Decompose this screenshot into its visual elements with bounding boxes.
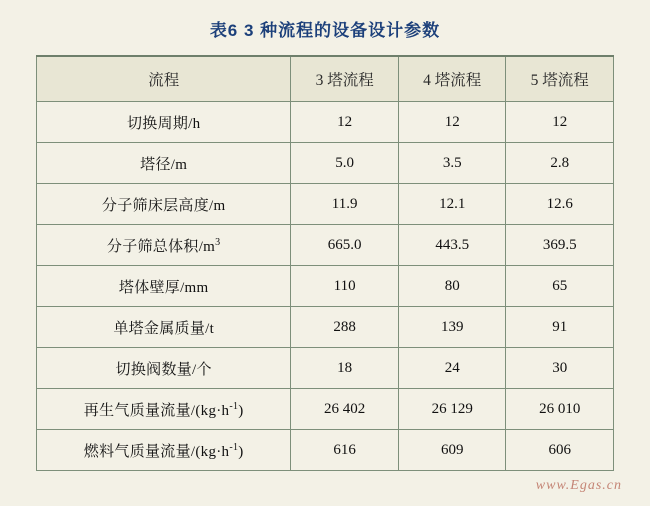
- row-value: 12: [506, 102, 614, 143]
- row-value: 12.6: [506, 184, 614, 225]
- row-label-text: 再生气质量流量/(kg·h: [83, 402, 230, 419]
- row-label-superscript: -1: [229, 441, 239, 453]
- row-label: 单塔金属质量/t: [37, 307, 291, 348]
- table-row: [37, 266, 614, 307]
- column-header-3-tower: 3 塔流程: [291, 56, 399, 102]
- row-value: 26 402: [291, 389, 399, 430]
- row-value: 3.5: [398, 143, 506, 184]
- row-value: 2.8: [506, 143, 614, 184]
- row-value: 606: [506, 430, 614, 471]
- row-value: 110: [291, 266, 399, 307]
- row-value: 30: [506, 348, 614, 389]
- row-label-tail: ): [238, 402, 244, 419]
- row-value: 11.9: [291, 184, 399, 225]
- table-row: [37, 184, 614, 225]
- table-container: [36, 55, 614, 471]
- table-row: [37, 430, 614, 471]
- row-label-superscript: 3: [215, 236, 221, 248]
- row-value: 369.5: [506, 225, 614, 266]
- row-label: 切换周期/h: [37, 102, 291, 143]
- column-header-4-tower: 4 塔流程: [398, 56, 506, 102]
- row-value: 91: [506, 307, 614, 348]
- row-value: 12: [291, 102, 399, 143]
- row-label: 塔径/m: [37, 143, 291, 184]
- row-value: 609: [398, 430, 506, 471]
- row-label-superscript: -1: [229, 400, 239, 412]
- row-label-tail: ): [238, 443, 244, 460]
- parameters-table: [36, 55, 614, 471]
- row-label-text: 分子筛总体积/m: [106, 238, 216, 255]
- row-label: [37, 225, 291, 266]
- table-row: [37, 348, 614, 389]
- watermark: www.Egas.cn: [535, 478, 622, 493]
- table-header: [37, 56, 614, 102]
- table-row: [37, 307, 614, 348]
- table-row: [37, 143, 614, 184]
- row-value: 26 010: [506, 389, 614, 430]
- row-label: 切换阀数量/个: [37, 348, 291, 389]
- table-row: [37, 102, 614, 143]
- table-body: [37, 102, 614, 471]
- row-value: 65: [506, 266, 614, 307]
- row-label: [37, 430, 291, 471]
- row-value: 18: [291, 348, 399, 389]
- row-label: 分子筛床层高度/m: [37, 184, 291, 225]
- row-value: 5.0: [291, 143, 399, 184]
- row-value: 26 129: [398, 389, 506, 430]
- column-header-5-tower: 5 塔流程: [506, 56, 614, 102]
- row-value: 12: [398, 102, 506, 143]
- row-label-text: 燃料气质量流量/(kg·h: [83, 443, 230, 460]
- row-value: 12.1: [398, 184, 506, 225]
- row-value: 24: [398, 348, 506, 389]
- row-value: 288: [291, 307, 399, 348]
- row-value: 80: [398, 266, 506, 307]
- table-row: [37, 389, 614, 430]
- row-value: 616: [291, 430, 399, 471]
- row-value: 665.0: [291, 225, 399, 266]
- row-label: [37, 389, 291, 430]
- row-value: 443.5: [398, 225, 506, 266]
- row-value: 139: [398, 307, 506, 348]
- table-caption: 表6 3 种流程的设备设计参数: [209, 21, 441, 40]
- row-label: 塔体壁厚/mm: [37, 266, 291, 307]
- column-header-process: 流程: [37, 56, 291, 102]
- table-header-row: [37, 56, 614, 102]
- table-row: [37, 225, 614, 266]
